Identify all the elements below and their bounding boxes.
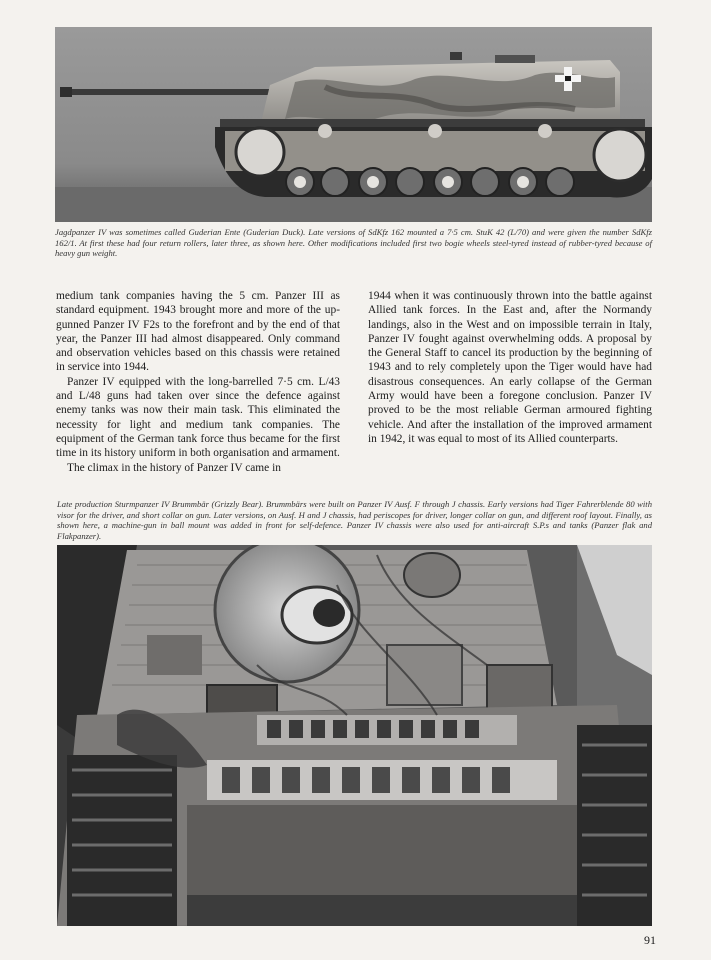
photo-jagdpanzer-iv — [55, 27, 652, 222]
body-column-left — [56, 289, 340, 475]
paragraph: medium tank companies having the 5 cm. Panzer III as standard equipment. 1943 brought more and more of the up-gunned Panzer IV F2s to the forefront and by the end of that year, the Panzer III had almost disappeared. Only command and observation vehicles based on this chassis were retained in service into 1944. — [56, 290, 340, 374]
paragraph: The climax in the history of Panzer IV came in — [67, 461, 281, 474]
paragraph: Panzer IV equipped with the long-barrelled 7·5 cm. L/43 and L/48 guns had taken over since the defence against enemy tanks was now their main task. This eliminated the necessity for light and medium tank companies. The equipment of the German tank force thus became for the first time in its history uniform in both organisation and armament. — [56, 375, 340, 460]
body-column-right — [368, 289, 652, 446]
photo-caption-top: Jagdpanzer IV was sometimes called Guderian Ente (Guderian Duck). Late versions of SdKfz 162 mounted a 7·5 cm. StuK 42 (L/70) and were given the number SdKfz 162/1. At first these had four return rollers, later three, as shown here. Other modifications included first two bogie wheels steel-tyred instead of rubber-tyred because of heavy gun weight. — [55, 227, 652, 259]
jagdpanzer-image — [55, 27, 652, 222]
page-number: 91 — [644, 933, 656, 947]
photo-brummbar — [57, 545, 652, 926]
brummbar-image — [57, 545, 652, 926]
photo-caption-bottom: Late production Sturmpanzer IV Brummbär (Grizzly Bear). Brummbärs were built on Panzer IV Ausf. F through J chassis. Early versions had Tiger Fahrerblende 80 with visor for the driver, and short collar on gun. Later versions, on Ausf. H and J chassis, had periscopes for driver, longer collar on gun, and different roof layout. Finally, as shown here, a machine-gun in ball mount was added in front for self-defence. Panzer IV chassis were also used for anti-aircraft S.P.s and tanks (Panzer flak and Flakpanzer). — [57, 499, 652, 541]
paragraph: 1944 when it was continuously thrown into the battle against Allied tank forces. In the East and, after the Normandy landings, also in the West and on impossible terrain in Italy, Panzer IV fought against overwhelming odds. A proposal by the General Staff to cancel its production by the beginning of 1943 and to rely completely upon the Tiger would have had disastrous consequences. An early collapse of the German Army would have been a foregone conclusion. Panzer IV proved to be the most reliable German armoured fighting vehicle. And after the installation of the improved armament in 1942, it was equal to most of its Allied counterparts. — [368, 290, 652, 445]
